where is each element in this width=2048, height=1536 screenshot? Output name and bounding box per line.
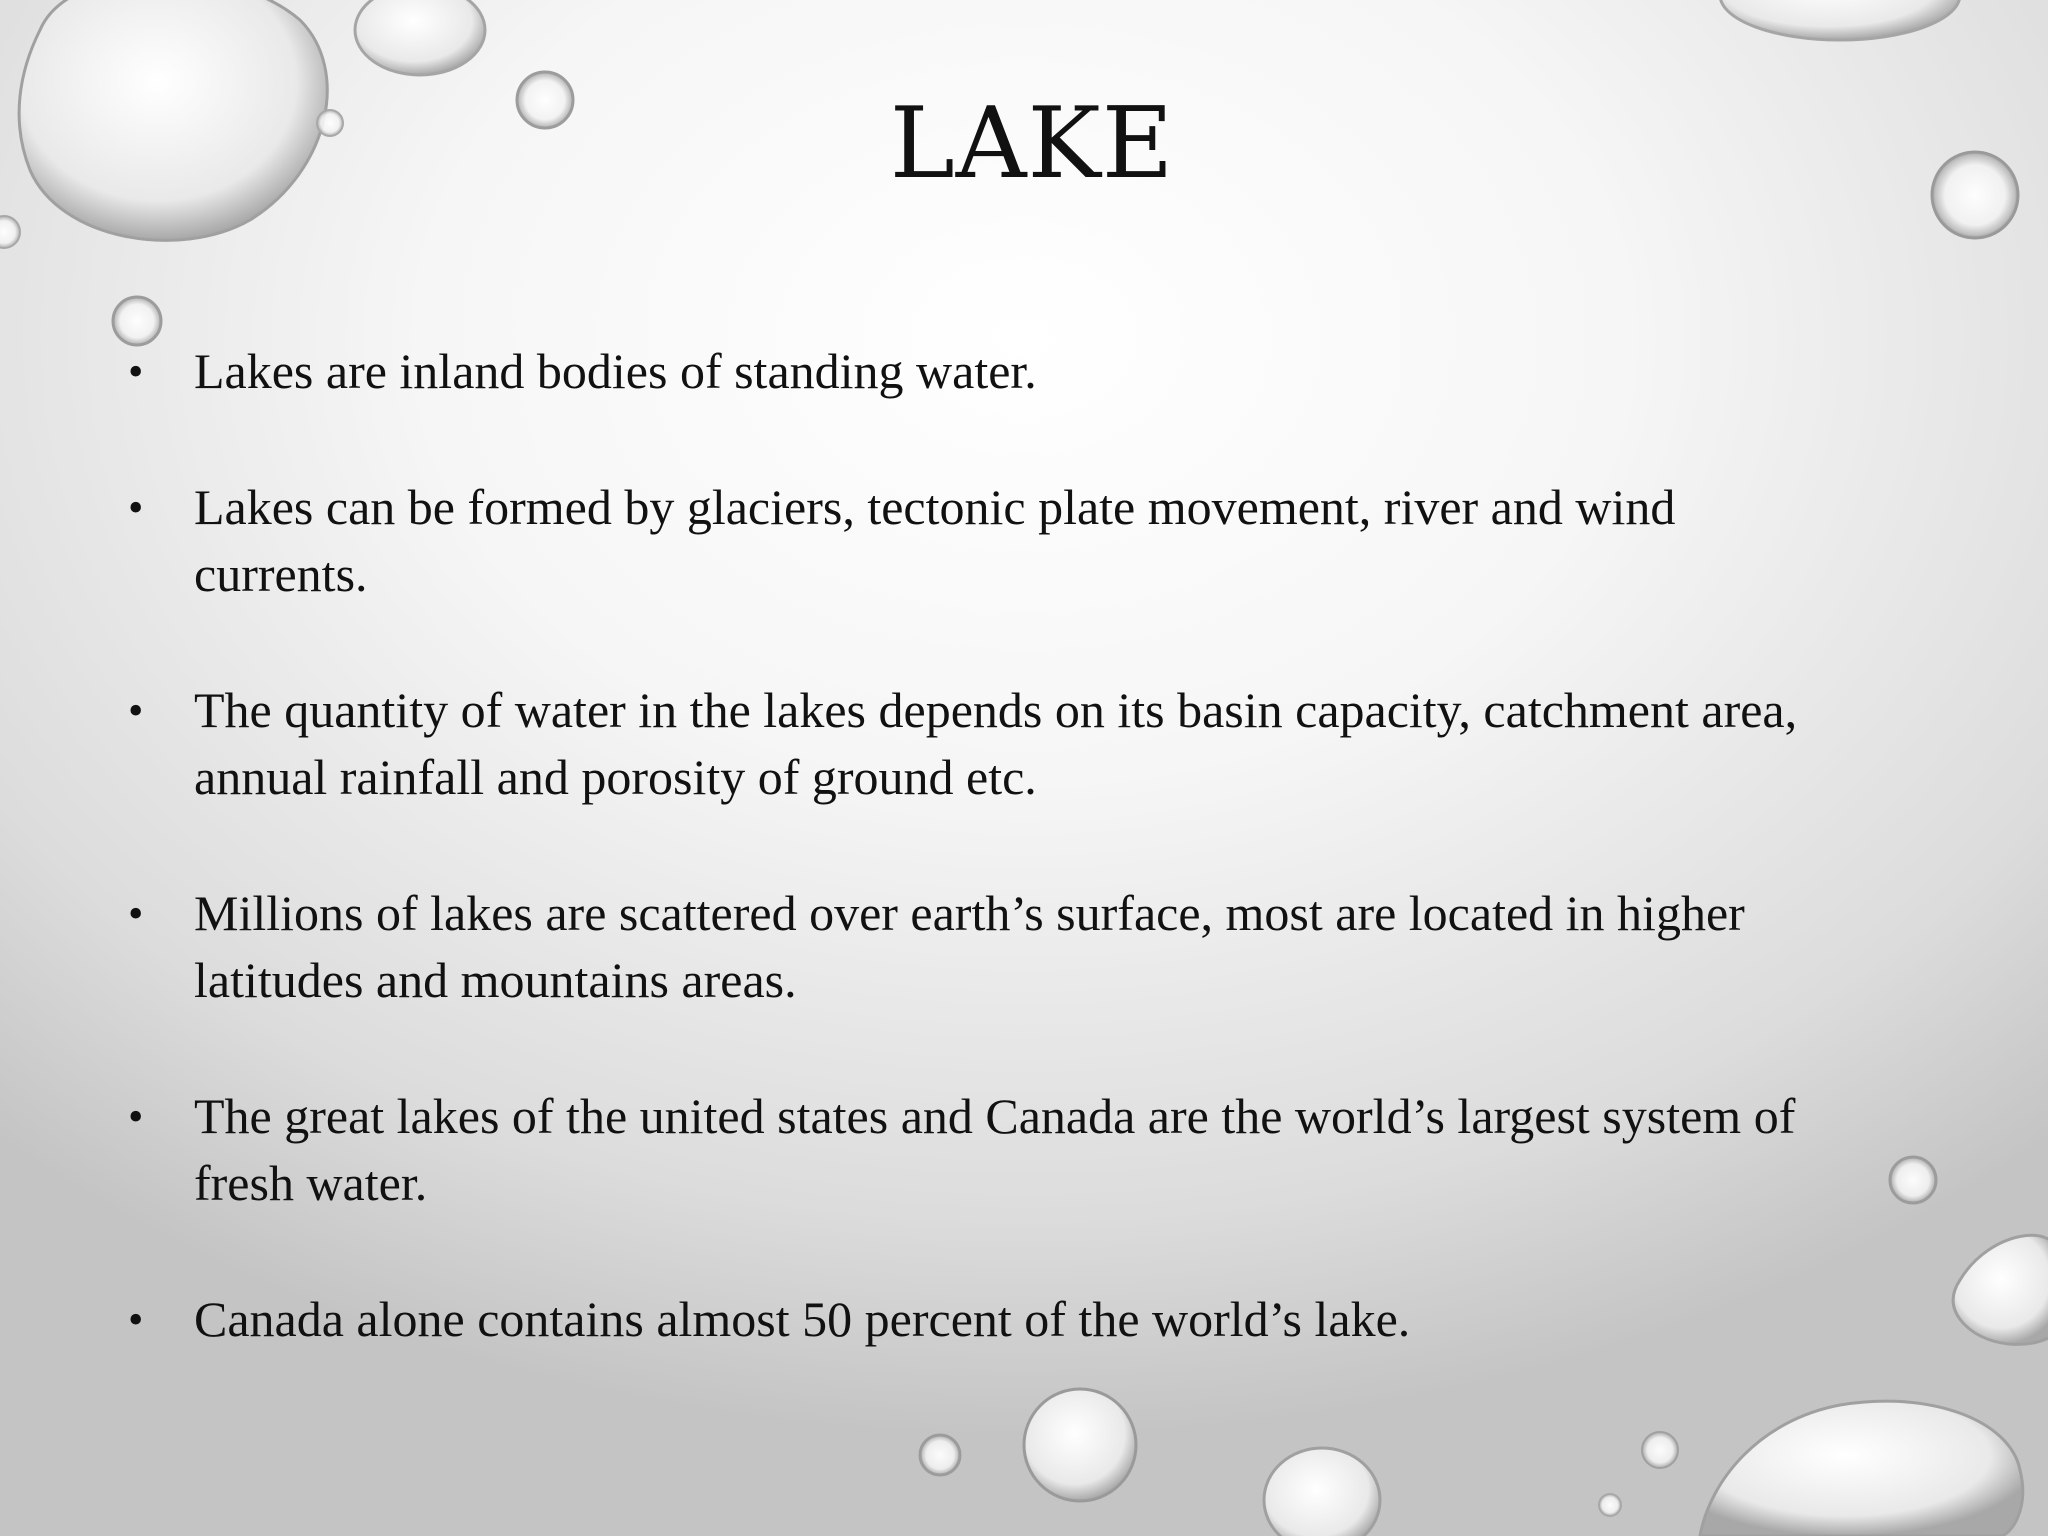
bullet-list — [128, 338, 1848, 1422]
bullet-glyph: • — [128, 889, 144, 938]
bullet-glyph: • — [128, 1092, 144, 1141]
droplet-right-small — [1890, 1157, 1936, 1203]
bullet-item — [128, 474, 1848, 608]
bullet-text: Lakes are inland bodies of standing water. — [194, 343, 1037, 399]
droplet-right-large — [1953, 1235, 2048, 1344]
bullet-text: The great lakes of the united states and Canada are the world’s largest system of fresh water. — [194, 1088, 1796, 1211]
bullet-item — [128, 880, 1848, 1014]
droplet-top-right — [1720, 0, 1960, 40]
bullet-text: Millions of lakes are scattered over earth’s surface, most are located in higher latitudes and mountains areas. — [194, 885, 1745, 1008]
bullet-glyph: • — [128, 483, 144, 532]
bullet-glyph: • — [128, 686, 144, 735]
bullet-glyph: • — [128, 1295, 144, 1344]
droplet-bottom-mid — [1264, 1448, 1380, 1536]
droplet-bottom-small — [920, 1435, 960, 1475]
bullet-text: Canada alone contains almost 50 percent of the world’s lake. — [194, 1291, 1411, 1347]
bullet-text: Lakes can be formed by glaciers, tectonic plate movement, river and wind currents. — [194, 479, 1676, 602]
bullet-item — [128, 1083, 1848, 1217]
bullet-text: The quantity of water in the lakes depends on its basin capacity, catchment area, annual rainfall and porosity of ground etc. — [194, 682, 1798, 805]
droplet-bottom-right-small — [1642, 1432, 1678, 1468]
bullet-item — [128, 1286, 1848, 1353]
droplet-top — [355, 0, 485, 75]
droplet-bottom-tiny — [1599, 1494, 1621, 1516]
bullet-glyph: • — [128, 347, 144, 396]
bullet-item — [128, 338, 1848, 405]
slide-title: LAKE — [889, 87, 1175, 201]
droplet-edge-left — [0, 216, 20, 248]
bullet-item — [128, 677, 1848, 811]
